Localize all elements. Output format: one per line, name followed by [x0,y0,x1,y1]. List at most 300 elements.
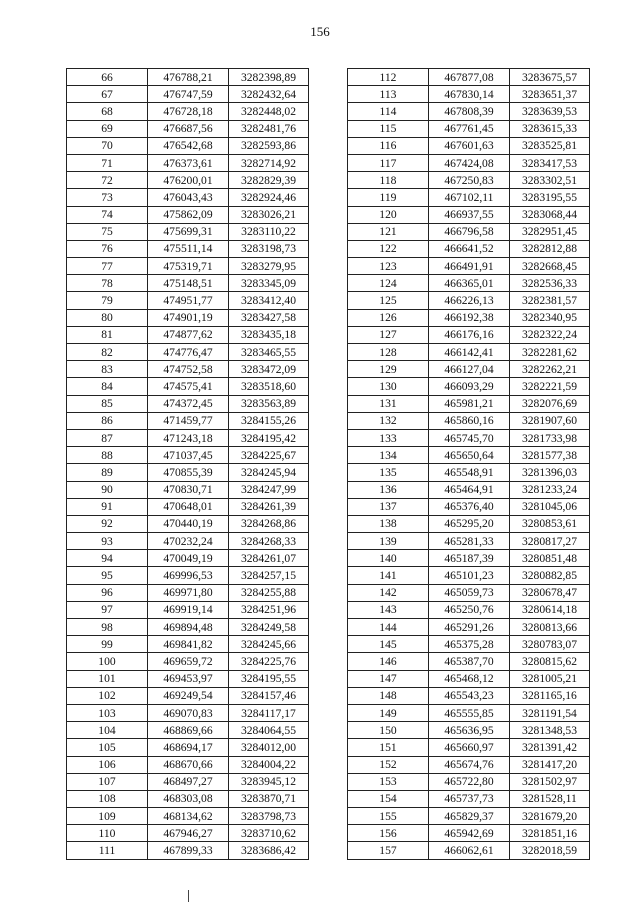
x-coordinate-cell: 469659,72 [148,653,229,670]
y-coordinate-cell: 3282018,59 [510,842,590,859]
y-coordinate-cell: 3283710,62 [229,825,309,842]
x-coordinate-cell: 465981,21 [429,395,510,412]
point-number-cell: 133 [348,429,429,446]
x-coordinate-cell: 469841,82 [148,636,229,653]
point-number-cell: 76 [67,240,148,257]
x-coordinate-cell: 474776,47 [148,344,229,361]
y-coordinate-cell: 3284155,26 [229,412,309,429]
point-number-cell: 126 [348,309,429,326]
y-coordinate-cell: 3283417,53 [510,154,590,171]
y-coordinate-cell: 3284225,67 [229,447,309,464]
point-number-cell: 139 [348,533,429,550]
x-coordinate-cell: 465860,16 [429,412,510,429]
x-coordinate-cell: 465555,85 [429,704,510,721]
x-coordinate-cell: 468694,17 [148,739,229,756]
y-coordinate-cell: 3281191,54 [510,704,590,721]
point-number-cell: 82 [67,344,148,361]
point-number-cell: 143 [348,601,429,618]
y-coordinate-cell: 3281417,20 [510,756,590,773]
table-row [348,498,590,515]
table-row [348,240,590,257]
point-number-cell: 152 [348,756,429,773]
x-coordinate-cell: 476373,61 [148,154,229,171]
y-coordinate-cell: 3281233,24 [510,481,590,498]
table-row [348,326,590,343]
point-number-cell: 92 [67,515,148,532]
x-coordinate-cell: 465295,20 [429,515,510,532]
point-number-cell: 128 [348,344,429,361]
table-row [67,481,309,498]
y-coordinate-cell: 3283798,73 [229,808,309,825]
margin-tick-mark [188,890,189,902]
point-number-cell: 135 [348,464,429,481]
y-coordinate-cell: 3280853,61 [510,515,590,532]
y-coordinate-cell: 3281348,53 [510,722,590,739]
y-coordinate-cell: 3282593,86 [229,137,309,154]
point-number-cell: 86 [67,412,148,429]
x-coordinate-cell: 476788,21 [148,69,229,86]
x-coordinate-cell: 465187,39 [429,550,510,567]
table-row [348,773,590,790]
y-coordinate-cell: 3283198,73 [229,240,309,257]
x-coordinate-cell: 471243,18 [148,429,229,446]
point-number-cell: 93 [67,533,148,550]
table-row [67,533,309,550]
page-number: 156 [310,24,330,39]
y-coordinate-cell: 3283195,55 [510,189,590,206]
point-number-cell: 99 [67,636,148,653]
table-row [67,447,309,464]
y-coordinate-cell: 3284261,07 [229,550,309,567]
point-number-cell: 68 [67,103,148,120]
x-coordinate-cell: 466142,41 [429,344,510,361]
x-coordinate-cell: 466491,91 [429,258,510,275]
y-coordinate-cell: 3283068,44 [510,206,590,223]
x-coordinate-cell: 466062,61 [429,842,510,859]
table-row [67,258,309,275]
y-coordinate-cell: 3282221,59 [510,378,590,395]
point-number-cell: 137 [348,498,429,515]
table-row [348,790,590,807]
point-number-cell: 69 [67,120,148,137]
table-row [348,533,590,550]
x-coordinate-cell: 471459,77 [148,412,229,429]
point-number-cell: 81 [67,326,148,343]
point-number-cell: 147 [348,670,429,687]
point-number-cell: 100 [67,653,148,670]
table-row [67,206,309,223]
table-row [348,739,590,756]
x-coordinate-cell: 471037,45 [148,447,229,464]
table-row [67,189,309,206]
table-row [348,120,590,137]
y-coordinate-cell: 3284251,96 [229,601,309,618]
table-row [348,722,590,739]
point-number-cell: 141 [348,567,429,584]
point-number-cell: 130 [348,378,429,395]
y-coordinate-cell: 3283639,53 [510,103,590,120]
table-row [67,309,309,326]
x-coordinate-cell: 465636,95 [429,722,510,739]
table-row [67,515,309,532]
point-number-cell: 80 [67,309,148,326]
x-coordinate-cell: 468134,62 [148,808,229,825]
table-row [348,275,590,292]
table-row [348,412,590,429]
x-coordinate-cell: 465737,73 [429,790,510,807]
table-row [348,584,590,601]
x-coordinate-cell: 468497,27 [148,773,229,790]
point-number-cell: 114 [348,103,429,120]
point-number-cell: 154 [348,790,429,807]
table-row [67,842,309,859]
x-coordinate-cell: 467877,08 [429,69,510,86]
x-coordinate-cell: 467830,14 [429,86,510,103]
x-coordinate-cell: 465674,76 [429,756,510,773]
x-coordinate-cell: 470855,39 [148,464,229,481]
x-coordinate-cell: 474752,58 [148,361,229,378]
point-number-cell: 72 [67,172,148,189]
x-coordinate-cell: 466641,52 [429,240,510,257]
y-coordinate-cell: 3284157,46 [229,687,309,704]
point-number-cell: 136 [348,481,429,498]
table-row [348,429,590,446]
x-coordinate-cell: 470232,24 [148,533,229,550]
point-number-cell: 146 [348,653,429,670]
x-coordinate-cell: 465468,12 [429,670,510,687]
y-coordinate-cell: 3282340,95 [510,309,590,326]
table-row [348,619,590,636]
y-coordinate-cell: 3284268,33 [229,533,309,550]
x-coordinate-cell: 465548,91 [429,464,510,481]
table-row [348,309,590,326]
table-row [348,704,590,721]
x-coordinate-cell: 475862,09 [148,206,229,223]
y-coordinate-cell: 3281851,16 [510,825,590,842]
x-coordinate-cell: 467601,63 [429,137,510,154]
x-coordinate-cell: 465745,70 [429,429,510,446]
table-row [348,69,590,86]
point-number-cell: 89 [67,464,148,481]
y-coordinate-cell: 3283412,40 [229,292,309,309]
table-row [67,120,309,137]
point-number-cell: 85 [67,395,148,412]
table-row [67,326,309,343]
y-coordinate-cell: 3282322,24 [510,326,590,343]
y-coordinate-cell: 3282381,57 [510,292,590,309]
point-number-cell: 103 [67,704,148,721]
x-coordinate-cell: 476687,56 [148,120,229,137]
y-coordinate-cell: 3284247,99 [229,481,309,498]
y-coordinate-cell: 3282924,46 [229,189,309,206]
x-coordinate-cell: 467899,33 [148,842,229,859]
x-coordinate-cell: 474575,41 [148,378,229,395]
point-number-cell: 129 [348,361,429,378]
y-coordinate-cell: 3280882,85 [510,567,590,584]
y-coordinate-cell: 3282812,88 [510,240,590,257]
table-row [67,137,309,154]
x-coordinate-cell: 465376,40 [429,498,510,515]
y-coordinate-cell: 3284245,66 [229,636,309,653]
point-number-cell: 106 [67,756,148,773]
point-number-cell: 121 [348,223,429,240]
x-coordinate-cell: 476542,68 [148,137,229,154]
y-coordinate-cell: 3283686,42 [229,842,309,859]
y-coordinate-cell: 3282536,33 [510,275,590,292]
x-coordinate-cell: 468303,08 [148,790,229,807]
table-row [348,567,590,584]
point-number-cell: 131 [348,395,429,412]
x-coordinate-cell: 474951,77 [148,292,229,309]
y-coordinate-cell: 3283465,55 [229,344,309,361]
table-row [348,395,590,412]
y-coordinate-cell: 3282262,21 [510,361,590,378]
x-coordinate-cell: 465101,23 [429,567,510,584]
table-row [348,670,590,687]
x-coordinate-cell: 469249,54 [148,687,229,704]
table-row [348,86,590,103]
point-number-cell: 132 [348,412,429,429]
table-row [67,344,309,361]
table-row [67,670,309,687]
x-coordinate-cell: 476043,43 [148,189,229,206]
x-coordinate-cell: 469919,14 [148,601,229,618]
x-coordinate-cell: 465660,97 [429,739,510,756]
y-coordinate-cell: 3280815,62 [510,653,590,670]
y-coordinate-cell: 3283435,18 [229,326,309,343]
point-number-cell: 150 [348,722,429,739]
x-coordinate-cell: 475511,14 [148,240,229,257]
y-coordinate-cell: 3282668,45 [510,258,590,275]
point-number-cell: 109 [67,808,148,825]
table-row [67,240,309,257]
x-coordinate-cell: 466365,01 [429,275,510,292]
table-row [67,825,309,842]
y-coordinate-cell: 3283651,37 [510,86,590,103]
y-coordinate-cell: 3283518,60 [229,378,309,395]
y-coordinate-cell: 3281005,21 [510,670,590,687]
table-row [67,567,309,584]
y-coordinate-cell: 3282714,92 [229,154,309,171]
x-coordinate-cell: 469894,48 [148,619,229,636]
y-coordinate-cell: 3281733,98 [510,429,590,446]
x-coordinate-cell: 465543,23 [429,687,510,704]
x-coordinate-cell: 466226,13 [429,292,510,309]
point-number-cell: 102 [67,687,148,704]
point-number-cell: 142 [348,584,429,601]
x-coordinate-cell: 466176,16 [429,326,510,343]
point-number-cell: 125 [348,292,429,309]
table-row [348,154,590,171]
x-coordinate-cell: 475319,71 [148,258,229,275]
y-coordinate-cell: 3281391,42 [510,739,590,756]
x-coordinate-cell: 469996,53 [148,567,229,584]
y-coordinate-cell: 3280817,27 [510,533,590,550]
point-number-cell: 138 [348,515,429,532]
point-number-cell: 110 [67,825,148,842]
point-number-cell: 156 [348,825,429,842]
y-coordinate-cell: 3284225,76 [229,653,309,670]
coordinates-table-right [347,68,590,860]
point-number-cell: 74 [67,206,148,223]
table-row [67,69,309,86]
y-coordinate-cell: 3282951,45 [510,223,590,240]
x-coordinate-cell: 474877,62 [148,326,229,343]
x-coordinate-cell: 466937,55 [429,206,510,223]
y-coordinate-cell: 3282432,64 [229,86,309,103]
point-number-cell: 66 [67,69,148,86]
point-number-cell: 145 [348,636,429,653]
y-coordinate-cell: 3281907,60 [510,412,590,429]
point-number-cell: 144 [348,619,429,636]
table-row [348,189,590,206]
x-coordinate-cell: 468869,66 [148,722,229,739]
x-coordinate-cell: 469070,83 [148,704,229,721]
x-coordinate-cell: 465059,73 [429,584,510,601]
point-number-cell: 153 [348,773,429,790]
table-row [67,601,309,618]
y-coordinate-cell: 3283026,21 [229,206,309,223]
point-number-cell: 90 [67,481,148,498]
y-coordinate-cell: 3284195,55 [229,670,309,687]
point-number-cell: 151 [348,739,429,756]
table-row [348,344,590,361]
y-coordinate-cell: 3284249,58 [229,619,309,636]
y-coordinate-cell: 3283427,58 [229,309,309,326]
table-row [67,550,309,567]
table-row [67,429,309,446]
point-number-cell: 101 [67,670,148,687]
point-number-cell: 104 [67,722,148,739]
y-coordinate-cell: 3280614,18 [510,601,590,618]
y-coordinate-cell: 3284064,55 [229,722,309,739]
x-coordinate-cell: 465942,69 [429,825,510,842]
point-number-cell: 155 [348,808,429,825]
point-number-cell: 67 [67,86,148,103]
y-coordinate-cell: 3282076,69 [510,395,590,412]
table-row [67,395,309,412]
point-number-cell: 77 [67,258,148,275]
point-number-cell: 98 [67,619,148,636]
y-coordinate-cell: 3281165,16 [510,687,590,704]
point-number-cell: 117 [348,154,429,171]
x-coordinate-cell: 467424,08 [429,154,510,171]
x-coordinate-cell: 465281,33 [429,533,510,550]
coordinates-table-left [66,68,309,860]
point-number-cell: 112 [348,69,429,86]
x-coordinate-cell: 475699,31 [148,223,229,240]
y-coordinate-cell: 3281045,06 [510,498,590,515]
table-row [348,481,590,498]
table-row [67,412,309,429]
point-number-cell: 115 [348,120,429,137]
x-coordinate-cell: 476200,01 [148,172,229,189]
table-row [67,275,309,292]
point-number-cell: 157 [348,842,429,859]
table-row [348,636,590,653]
x-coordinate-cell: 465464,91 [429,481,510,498]
y-coordinate-cell: 3283110,22 [229,223,309,240]
y-coordinate-cell: 3282448,02 [229,103,309,120]
point-number-cell: 134 [348,447,429,464]
table-row [348,842,590,859]
y-coordinate-cell: 3280813,66 [510,619,590,636]
table-row [348,378,590,395]
y-coordinate-cell: 3284268,86 [229,515,309,532]
x-coordinate-cell: 465387,70 [429,653,510,670]
x-coordinate-cell: 476747,59 [148,86,229,103]
y-coordinate-cell: 3282829,39 [229,172,309,189]
y-coordinate-cell: 3283345,09 [229,275,309,292]
x-coordinate-cell: 469971,80 [148,584,229,601]
x-coordinate-cell: 470440,19 [148,515,229,532]
table-row [67,498,309,515]
y-coordinate-cell: 3283279,95 [229,258,309,275]
y-coordinate-cell: 3283472,09 [229,361,309,378]
x-coordinate-cell: 465250,76 [429,601,510,618]
point-number-cell: 119 [348,189,429,206]
table-row [348,172,590,189]
point-number-cell: 105 [67,739,148,756]
point-number-cell: 122 [348,240,429,257]
y-coordinate-cell: 3284245,94 [229,464,309,481]
point-number-cell: 123 [348,258,429,275]
table-row [348,825,590,842]
x-coordinate-cell: 466192,38 [429,309,510,326]
y-coordinate-cell: 3281502,97 [510,773,590,790]
y-coordinate-cell: 3284261,39 [229,498,309,515]
y-coordinate-cell: 3283615,33 [510,120,590,137]
table-row [348,601,590,618]
table-row [348,447,590,464]
table-row [67,790,309,807]
point-number-cell: 83 [67,361,148,378]
point-number-cell: 75 [67,223,148,240]
point-number-cell: 73 [67,189,148,206]
y-coordinate-cell: 3284257,15 [229,567,309,584]
x-coordinate-cell: 466796,58 [429,223,510,240]
table-row [348,808,590,825]
x-coordinate-cell: 465650,64 [429,447,510,464]
point-number-cell: 140 [348,550,429,567]
table-row [67,103,309,120]
y-coordinate-cell: 3284255,88 [229,584,309,601]
table-row [348,361,590,378]
y-coordinate-cell: 3284012,00 [229,739,309,756]
point-number-cell: 108 [67,790,148,807]
table-row [348,515,590,532]
x-coordinate-cell: 466093,29 [429,378,510,395]
table-row [67,704,309,721]
table-row [348,258,590,275]
table-row [67,653,309,670]
point-number-cell: 95 [67,567,148,584]
point-number-cell: 148 [348,687,429,704]
point-number-cell: 149 [348,704,429,721]
x-coordinate-cell: 466127,04 [429,361,510,378]
point-number-cell: 96 [67,584,148,601]
y-coordinate-cell: 3283525,81 [510,137,590,154]
table-row [348,137,590,154]
point-number-cell: 94 [67,550,148,567]
point-number-cell: 124 [348,275,429,292]
point-number-cell: 70 [67,137,148,154]
point-number-cell: 120 [348,206,429,223]
point-number-cell: 113 [348,86,429,103]
y-coordinate-cell: 3280851,48 [510,550,590,567]
table-row [348,653,590,670]
y-coordinate-cell: 3284117,17 [229,704,309,721]
